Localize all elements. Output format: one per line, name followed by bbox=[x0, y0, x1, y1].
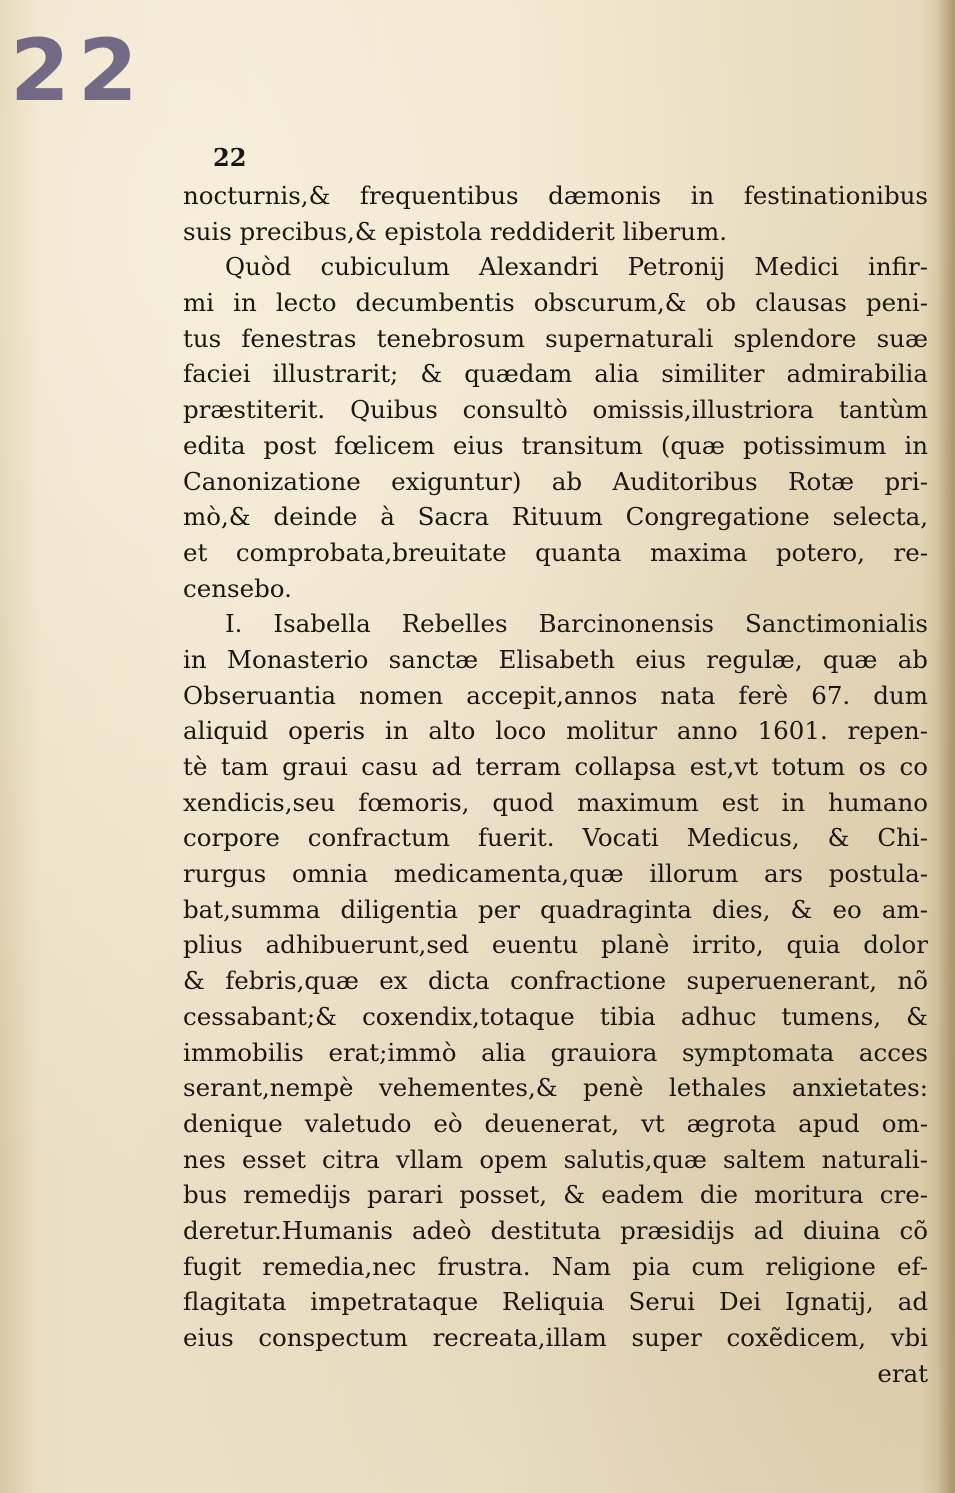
text-line: deretur.Humanis adeò destituta præsidijs ad diuina cõ bbox=[183, 1215, 928, 1245]
text-line: mi in lecto decumbentis obscurum,& ob clausas peni- bbox=[183, 288, 928, 318]
text-line: Obseruantia nomen accepit,annos nata ferè 67. dum bbox=[183, 680, 928, 710]
text-line: & febris,quæ ex dicta confractione superuenerant, nõ bbox=[183, 966, 928, 996]
text-line: fugit remedia,nec frustra. Nam pia cum religione ef- bbox=[183, 1251, 928, 1281]
text-line: in Monasterio sanctæ Elisabeth eius regulæ, quæ ab bbox=[183, 644, 928, 674]
text-line: Canonizatione exiguntur) ab Auditoribus Rotæ pri- bbox=[183, 466, 928, 496]
text-line: nocturnis,& frequentibus dæmonis in festinationibus bbox=[183, 181, 928, 210]
text-line: xendicis,seu fœmoris, quod maximum est in humano bbox=[183, 787, 928, 817]
text-line: faciei illustrarit; & quædam alia similiter admirabilia bbox=[183, 359, 928, 389]
text-line: aliquid operis in alto loco molitur anno 1601. repen- bbox=[183, 716, 928, 746]
library-stamp-number: 22 bbox=[10, 21, 146, 121]
text-line: flagitata impetrataque Reliquia Serui Dei Ignatij, ad bbox=[183, 1287, 928, 1317]
text-line: et comprobata,breuitate quanta maxima potero, re- bbox=[183, 537, 928, 567]
text-line: plius adhibuerunt,sed euentu planè irrito, quia dolor bbox=[183, 930, 928, 960]
text-line: denique valetudo eò deuenerat, vt ægrota apud om- bbox=[183, 1108, 928, 1138]
text-line: rurgus omnia medicamenta,quæ illorum ars postula- bbox=[183, 859, 928, 889]
body-text bbox=[183, 178, 928, 1391]
text-line: tus fenestras tenebrosum supernaturali splendore suæ bbox=[183, 323, 928, 353]
text-line: nes esset citra vllam opem salutis,quæ saltem naturali- bbox=[183, 1144, 928, 1174]
text-line: corpore confractum fuerit. Vocati Medicus, & Chi- bbox=[183, 823, 928, 853]
text-line: suis precibus,& epistola reddiderit liberum. bbox=[183, 216, 727, 246]
text-line: immobilis erat;immò alia grauiora symptomata acces bbox=[183, 1037, 928, 1067]
text-line: præstiterit. Quibus consultò omissis,illustriora tantùm bbox=[183, 395, 928, 425]
text-line: censebo. bbox=[183, 573, 292, 603]
text-line: Quòd cubiculum Alexandri Petronij Medici infir- bbox=[225, 252, 928, 282]
page-number: 22 bbox=[213, 143, 247, 172]
text-line: bat,summa diligentia per quadraginta dies, & eo am- bbox=[183, 894, 928, 924]
text-line: cessabant;& coxendix,totaque tibia adhuc tumens, & bbox=[183, 1001, 928, 1031]
text-line: mò,& deinde à Sacra Rituum Congregatione selecta, bbox=[183, 502, 928, 532]
text-line: tè tam graui casu ad terram collapsa est,vt totum os co bbox=[183, 752, 928, 781]
text-line: serant,nempè vehementes,& penè lethales anxietates: bbox=[183, 1073, 928, 1103]
text-line: edita post fœlicem eius transitum (quæ potissimum in bbox=[183, 430, 928, 460]
catchword: erat bbox=[877, 1358, 928, 1388]
text-line: I. Isabella Rebelles Barcinonensis Sanctimonialis bbox=[225, 609, 928, 639]
text-line: bus remedijs parari posset, & eadem die moritura cre- bbox=[183, 1180, 928, 1210]
text-line: eius conspectum recreata,illam super coxẽdicem, vbi bbox=[183, 1323, 928, 1352]
